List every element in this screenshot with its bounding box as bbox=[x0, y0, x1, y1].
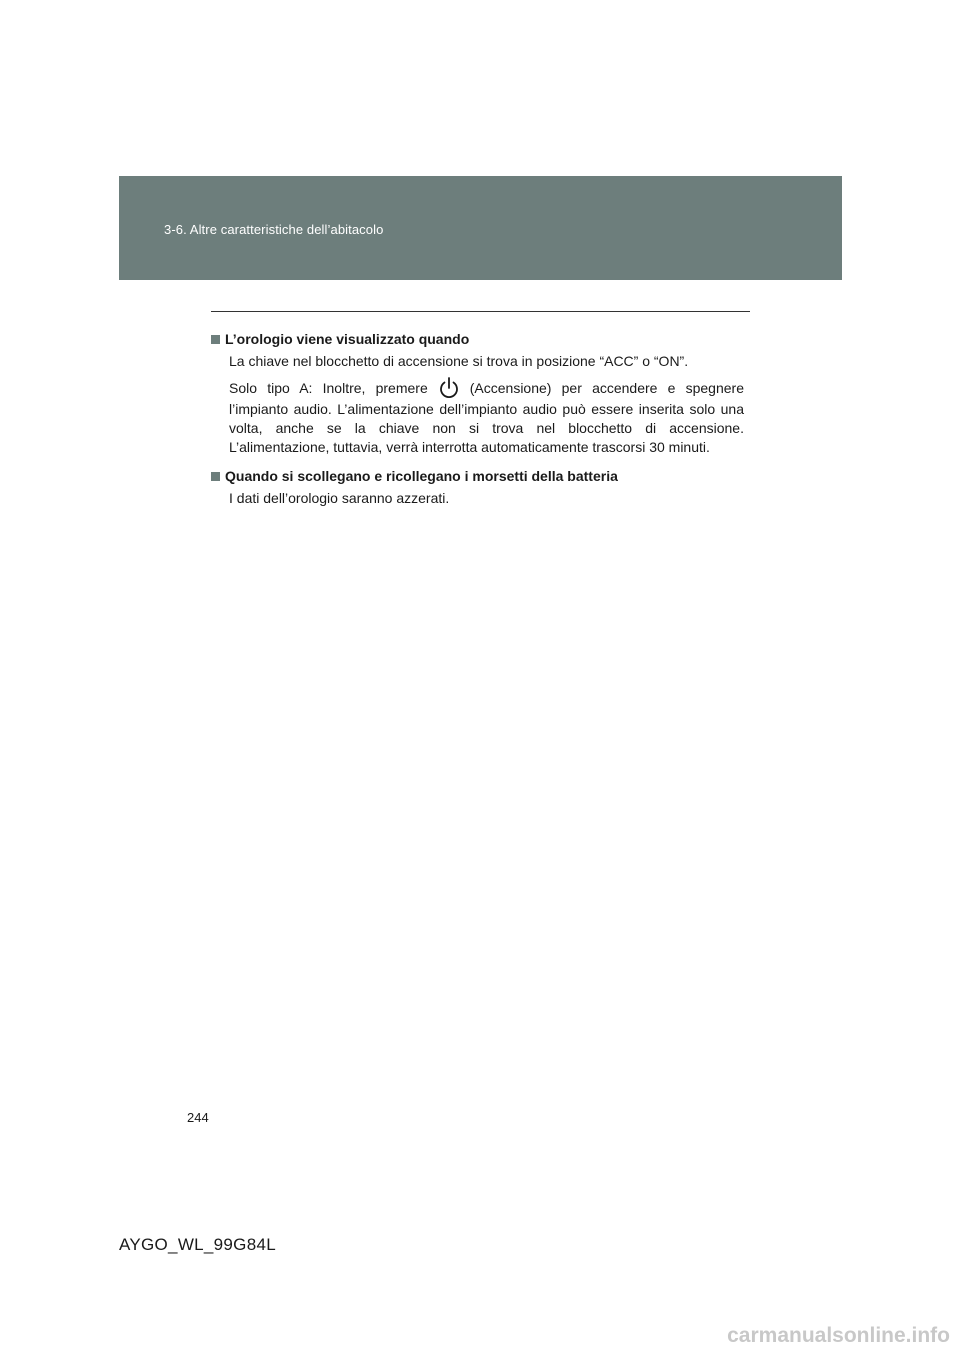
square-bullet-icon bbox=[211, 335, 220, 344]
divider-rule bbox=[211, 311, 750, 312]
section-battery-terminals bbox=[211, 466, 744, 508]
paragraph-with-icon bbox=[229, 376, 744, 457]
page-number: 244 bbox=[187, 1110, 209, 1125]
paragraph-text-after: (Accensione) per accendere e spegnere l’impianto audio. L’alimentazione dell’impianto audio può essere inserita solo una volta, anche se la chiave non si trova nel blocchetto di accensione. L’alimentazione, tuttavia, verrà interrotta automaticamente trascorsi 30 minuti. bbox=[229, 380, 744, 455]
section-clock-display bbox=[211, 329, 744, 457]
section-heading bbox=[211, 466, 744, 486]
section-heading-text: Quando si scollegano e ricollegano i morsetti della batteria bbox=[225, 468, 618, 484]
watermark: carmanualsonline.info bbox=[727, 1324, 950, 1347]
paragraph: La chiave nel blocchetto di accensione si trova in posizione “ACC” o “ON”. bbox=[229, 353, 689, 369]
power-icon bbox=[438, 376, 460, 400]
square-bullet-icon bbox=[211, 472, 220, 481]
document-code: AYGO_WL_99G84L bbox=[119, 1235, 276, 1254]
paragraph-text-before: Solo tipo A: Inoltre, premere bbox=[229, 380, 428, 396]
section-header-band bbox=[119, 176, 842, 280]
content-area bbox=[211, 329, 744, 508]
section-heading-text: L’orologio viene visualizzato quando bbox=[225, 331, 470, 347]
section-title: 3-6. Altre caratteristiche dell’abitacolo bbox=[164, 222, 384, 237]
section-heading bbox=[211, 329, 744, 349]
paragraph: I dati dell’orologio saranno azzerati. bbox=[229, 490, 450, 506]
